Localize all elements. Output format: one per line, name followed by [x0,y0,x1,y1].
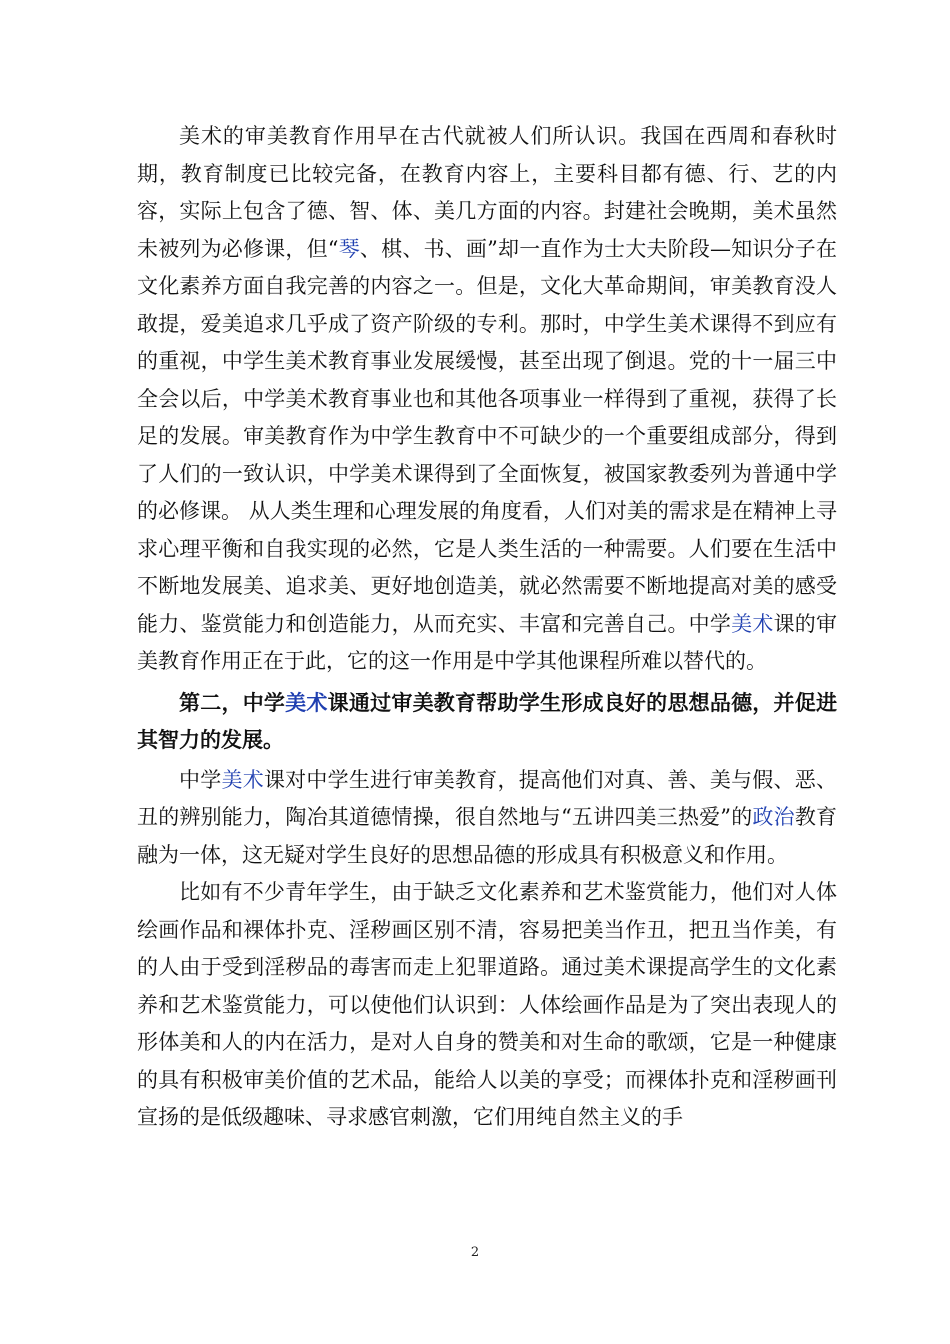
hyperlink-text[interactable]: 政治 [752,805,795,829]
paragraph-text: 课的审美教育作用正在于此，它的这一作用是中学其他课程所难以替代的。 [137,611,837,673]
body-paragraph [137,762,837,875]
body-paragraph [137,874,837,1137]
paragraph-text: 教育融为一体，这无疑对学生良好的思想品德的形成具有积极意义和作用。 [137,805,838,867]
paragraph-text: 第二，中学 [179,689,286,715]
hyperlink-text[interactable]: 琴 [338,236,360,261]
hyperlink-text[interactable]: 美术 [221,767,264,792]
paragraph-text: 美术的审美教育作用早在古代就被人们所认识。我国在西周和春秋时期，教育制度已比较完备，在教育内容上，主要科目都有德、行、艺的内容，实际上包含了德、智、体、美几方面的内容。封建社会晚期，美术虽然未被列为必修课，但“ [137,124,837,261]
paragraph-text: 课对中学生进行审美教育，提高他们对真、善、美与假、恶、丑的辨别能力，陶冶其道德情操，很自然地与“五讲四美三热爱”的 [137,767,838,829]
document-body [137,118,837,1137]
section-heading [137,684,837,759]
paragraph-text: 中学 [179,767,222,792]
body-paragraph [137,118,837,681]
page-number: 2 [470,1245,480,1260]
paragraph-text: 课通过审美教育帮助学生形成良好的思想品德，并促进其智力的发展。 [137,689,838,752]
hyperlink-text[interactable]: 美术 [731,611,774,636]
paragraph-text: 比如有不少青年学生，由于缺乏文化素养和艺术鉴赏能力，他们对人体绘画作品和裸体扑克、淫秽画区别不清，容易把美当作丑，把丑当作美，有的人由于受到淫秽品的毒害而走上犯罪道路。通过美术课提高学生的文化素养和艺术鉴赏能力，可以使他们认识到：人体绘画作品是为了突出表现人的形体美和人的内在活力，是对人自身的赞美和对生命的歌颂，它是一种健康的具有积极审美价值的艺术品，能给人以美的享受；而裸体扑克和淫秽画刊宣扬的是低级趣味、寻求感官刺激，它们用纯自然主义的手 [137,880,837,1129]
paragraph-text: 、棋、书、画”却一直作为士大夫阶段—知识分子在文化素养方面自我完善的内容之一。但是，文化大革命期间，审美教育没人敢提，爱美追求几乎成了资产阶级的专利。那时，中学生美术课得不到应有的重视，中学生美术教育事业发展缓慢，甚至出现了倒退。党的十一届三中全会以后，中学美术教育事业也和其他各项事业一样得到了重视，获得了长足的发展。审美教育作为中学生教育中不可缺少的一个重要组成部分，得到了人们的一致认识，中学美术课得到了全面恢复，被国家教委列为普通中学的必修课。 从人类生理和心理发展的角度看，人们对美的需求是在精神上寻求心理平衡和自我实现的必然，它是人类生活的一种需要。人们要在生活中不断地发展美、追求美、更好地创造美，就必然需要不断地提高对美的感受能力、鉴赏能力和创造能力，从而充实、丰富和完善自己。中学 [137,236,837,636]
hyperlink-text[interactable]: 美术 [285,689,328,715]
